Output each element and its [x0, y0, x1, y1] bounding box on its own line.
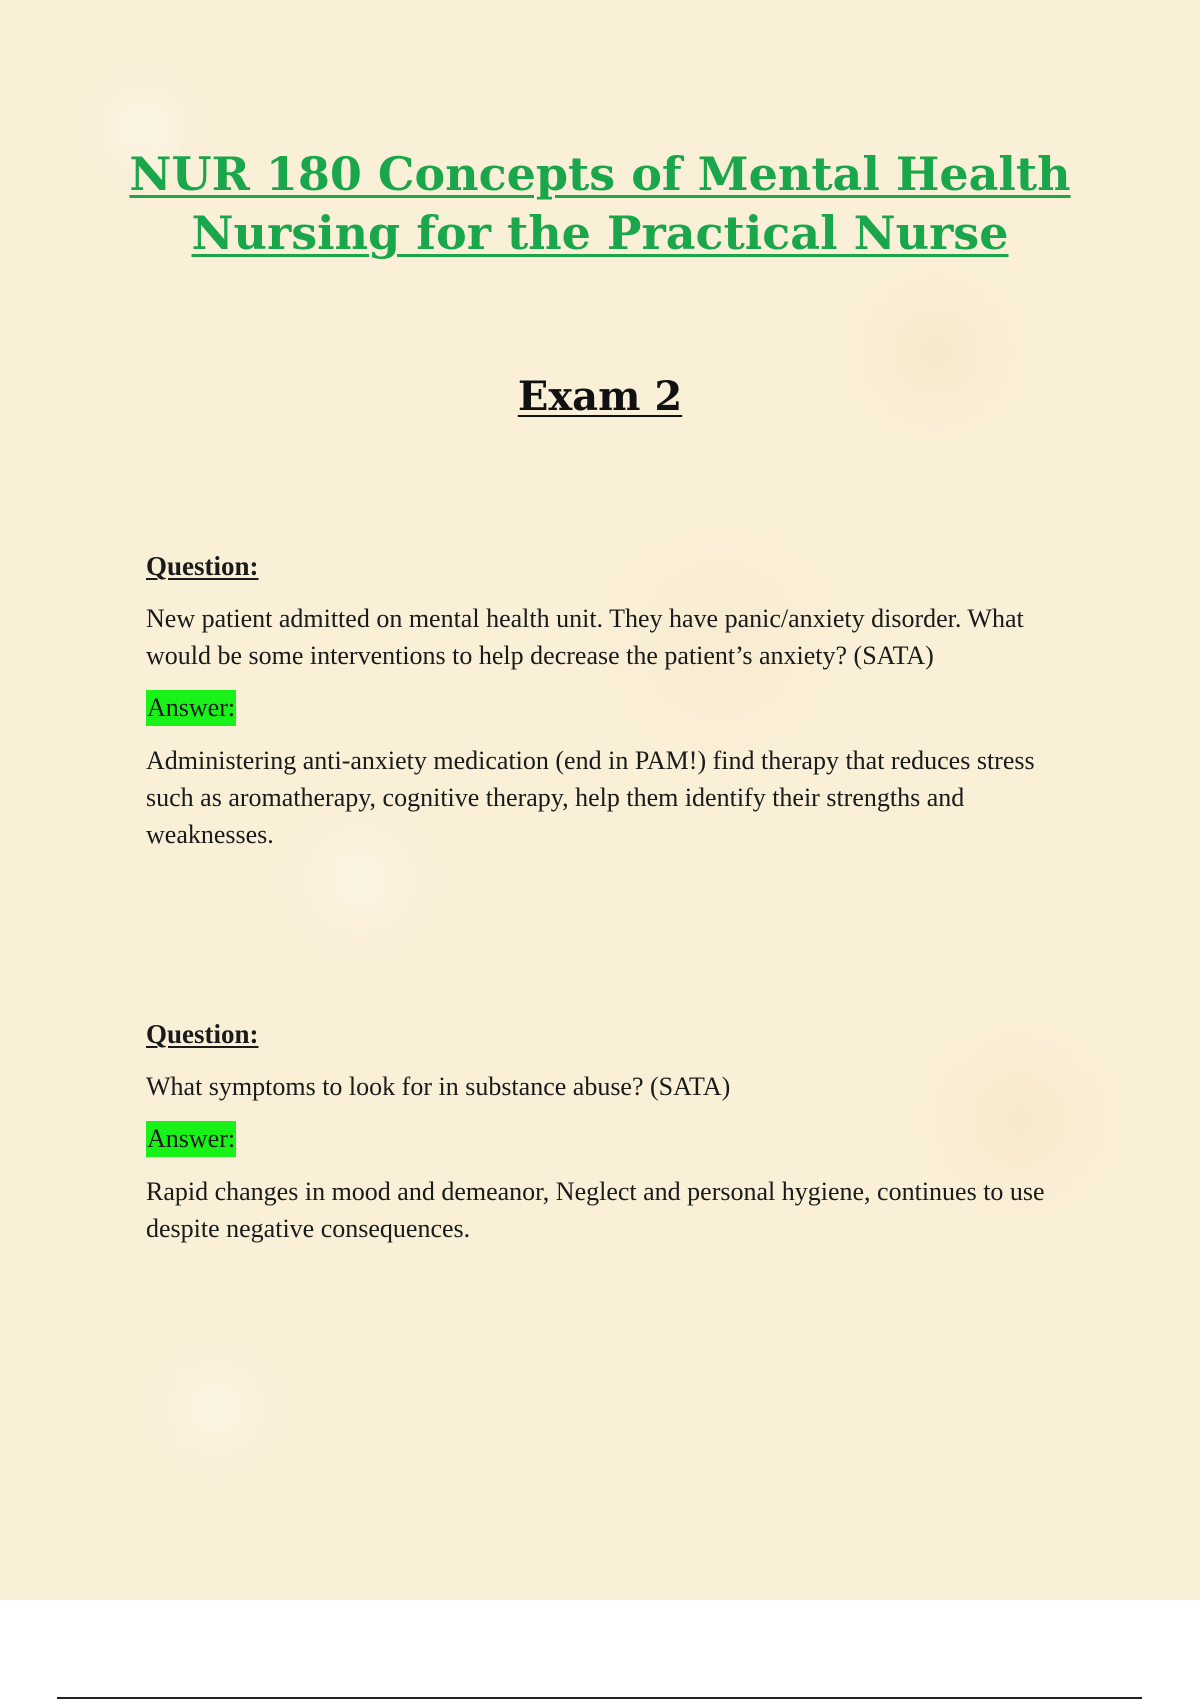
document-title: NUR 180 Concepts of Mental Health Nursing for the Practical Nurse: [129, 147, 1071, 260]
question-text: What symptoms to look for in substance abuse? (SATA): [146, 1072, 731, 1101]
question-label: Question:: [146, 1019, 259, 1049]
question-label: Question:: [146, 551, 259, 581]
qa-block-2: [146, 1016, 1086, 1263]
answer-text: Administering anti-anxiety medication (end in PAM!) find therapy that reduces stress such as aromatherapy, cognitive therapy, help them identify their strengths and weaknesses.: [146, 746, 1035, 849]
answer-label: Answer:: [146, 690, 236, 726]
question-text: New patient admitted on mental health unit. They have panic/anxiety disorder. What would be some interventions to help decrease the patient’s anxiety? (SATA): [146, 604, 1024, 670]
qa-block-1: [146, 548, 1086, 869]
answer-text: Rapid changes in mood and demeanor, Neglect and personal hygiene, continues to use despite negative consequences.: [146, 1177, 1045, 1243]
answer-label: Answer:: [146, 1121, 236, 1157]
footer-divider: [57, 1697, 1142, 1699]
exam-heading: Exam 2: [517, 373, 683, 420]
